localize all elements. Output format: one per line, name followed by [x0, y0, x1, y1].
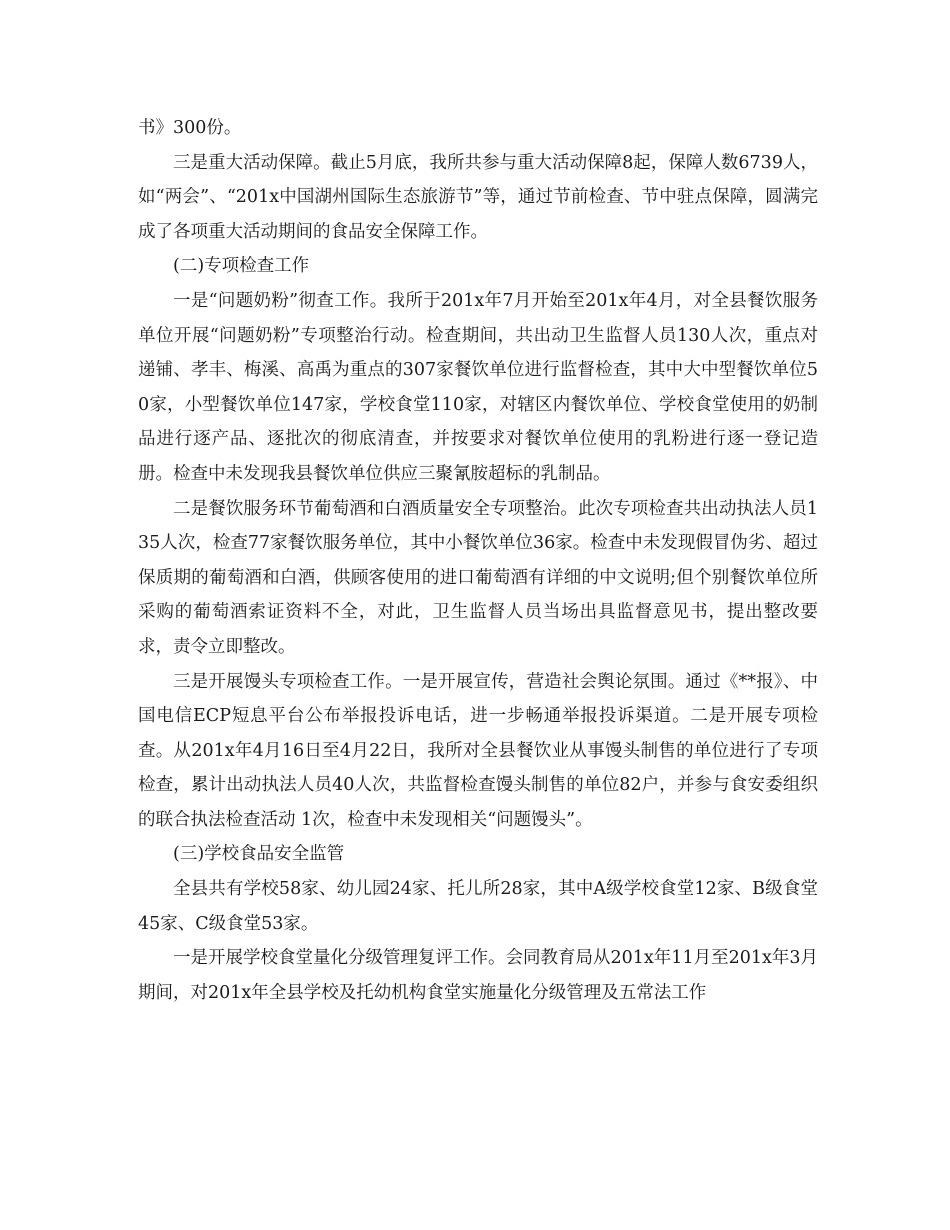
paragraph-steamed-bun-inspection: 三是开展馒头专项检查工作。一是开展宣传，营造社会舆论氛围。通过《**报》、中国电信ECP短息平台公布举报投诉电话，进一步畅通举报投诉渠道。二是开展专项检查。从201x年4月16日至4月22日，我所对全县餐饮业从事馒头制售的单位进行了专项检查，累计出动执法人员40人次，共监督检查馒头制售的单位82户，并参与食安委组织的联合执法检查活动 1次，检查中未发现相关“问题馒头”。: [138, 671, 818, 830]
paragraph-quantified-grading-review: 一是开展学校食堂量化分级管理复评工作。会同教育局从201x年11月至201x年3月期间，对201x年全县学校及托幼机构食堂实施量化分级管理及五常法工作: [138, 948, 818, 1003]
section-heading-school-food-safety: (三)学校食品安全监管: [173, 844, 345, 865]
section-heading-special-inspection: (二)专项检查工作: [173, 256, 310, 277]
paragraph-major-event-support: 三是重大活动保障。截止5月底，我所共参与重大活动保障8起，保障人数6739人，如“两会”、“201x中国湖州国际生态旅游节”等，通过节前检查、节中驻点保障，圆满完成了各项重大活动期间的食品安全保障工作。: [138, 152, 818, 242]
paragraph-wine-liquor-inspection: 二是餐饮服务环节葡萄酒和白酒质量安全专项整治。此次专项检查共出动执法人员135人次，检查77家餐饮服务单位，其中小餐饮单位36家。检查中未发现假冒伪劣、超过保质期的葡萄酒和白酒，供顾客使用的进口葡萄酒有详细的中文说明;但个别餐饮单位所采购的葡萄酒索证资料不全，对此，卫生监督人员当场出具监督意见书，提出整改要求，责令立即整改。: [138, 498, 818, 657]
paragraph-school-counts: 全县共有学校58家、幼儿园24家、托儿所28家，其中A级学校食堂12家、B级食堂45家、C级食堂53家。: [138, 879, 818, 934]
paragraph-continuation: 书》300份。: [138, 118, 242, 138]
document-body: [138, 111, 818, 1010]
paragraph-problem-milk-powder: 一是“问题奶粉”彻查工作。我所于201x年7月开始至201x年4月，对全县餐饮服务单位开展“问题奶粉”专项整治行动。检查期间，共出动卫生监督人员130人次，重点对递铺、孝丰、梅溪、高禹为重点的307家餐饮单位进行监督检查，其中大中型餐饮单位50家，小型餐饮单位147家，学校食堂110家，对辖区内餐饮单位、学校食堂使用的奶制品进行逐产品、逐批次的彻底清查，并按要求对餐饮单位使用的乳粉进行逐一登记造册。检查中未发现我县餐饮单位供应三聚氰胺超标的乳制品。: [138, 290, 818, 484]
